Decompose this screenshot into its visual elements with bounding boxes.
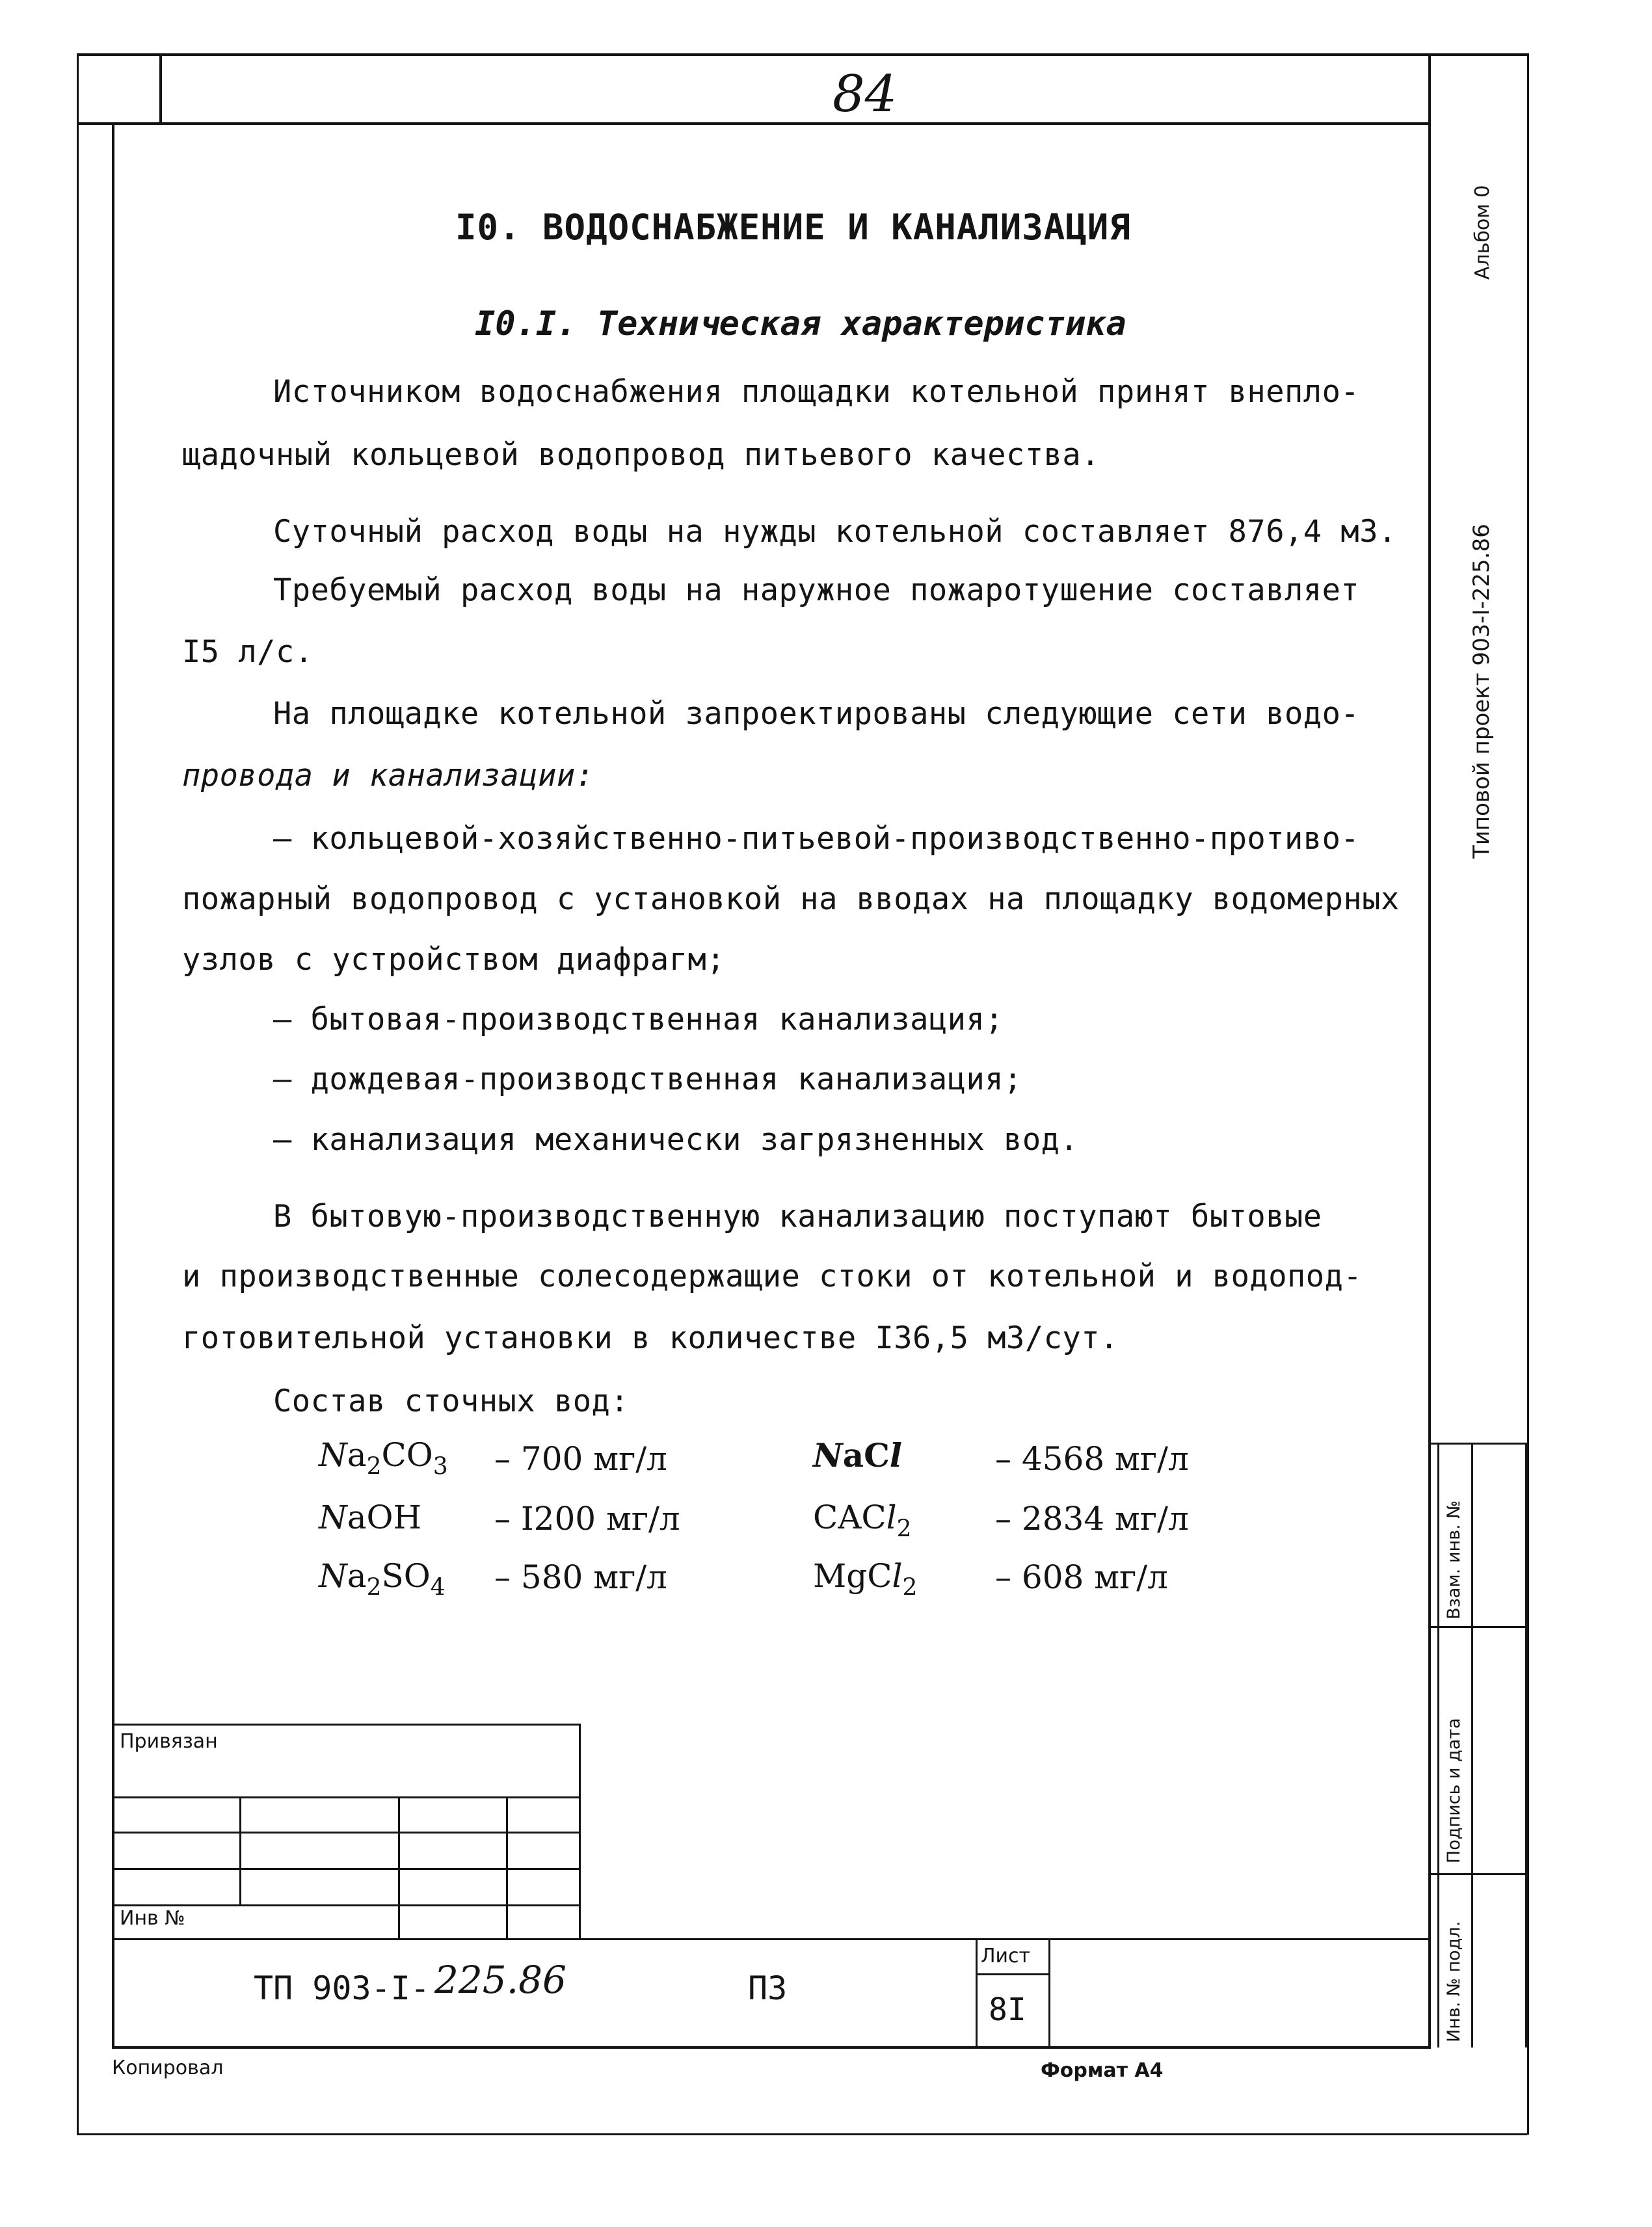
project-label: Типовой проект 903-I-225.86 (1469, 524, 1495, 859)
side-cells-right-line (1525, 1443, 1527, 2047)
composition-value: – 608 мг/л (995, 1558, 1168, 1596)
stamp-row-line (112, 1796, 581, 1798)
stamp-top-line (112, 1724, 581, 1726)
body-line: провода и канализации: (182, 758, 594, 793)
stamp-col-line (239, 1796, 241, 1904)
side-cells-left-line (1437, 1443, 1439, 2047)
body-line: – бытовая-производственная канализация; (273, 1002, 1004, 1037)
body-line: I5 л/с. (182, 634, 313, 670)
section-code: ПЗ (748, 1969, 788, 2007)
frame-bottom-line (112, 2046, 1431, 2049)
stamp-privyazan: Привязан (120, 1730, 218, 1753)
composition-value: – 700 мг/л (494, 1440, 667, 1478)
body-line: щадочный кольцевой водопровод питьевого качества. (182, 437, 1100, 473)
side-cells-mid-line (1471, 1443, 1473, 2047)
composition-na2co3: $Na_2CO_3$ (319, 1436, 448, 1480)
composition-value: – 2834 мг/л (995, 1500, 1189, 1538)
composition-nacl: NaCl (813, 1436, 902, 1474)
stamp-row-line (112, 1832, 581, 1834)
side-cell-signature-date: Подпись и дата (1444, 1718, 1464, 1863)
frame-left-line (112, 122, 114, 2047)
frame-header-line (78, 122, 1431, 125)
side-cell-inv-podl: Инв. № подл. (1444, 1921, 1464, 2042)
sheet-number: 8I (989, 1992, 1026, 2028)
body-line: готовительной установки в количестве I36,5 м3/сут. (182, 1320, 1119, 1356)
sheet-bottom-edge (77, 2133, 1527, 2135)
body-line: В бытовую-производственную канализацию поступают бытовые (273, 1199, 1322, 1234)
composition-value: – 4568 мг/л (995, 1440, 1189, 1478)
body-line: На площадке котельной запроектированы следующие сети водо- (273, 696, 1360, 732)
sheet-right-edge (1527, 53, 1529, 2135)
doc-code-prefix: ТП 903-I- (254, 1969, 430, 2007)
body-line: узлов с устройством диафрагм; (182, 942, 726, 978)
sheet-box-divider (976, 1973, 1050, 1975)
album-label: Альбом 0 (1471, 185, 1494, 280)
body-line: пожарный водопровод с установкой на вводах на площадку водомерных (182, 881, 1400, 917)
title-block-top-line (112, 1938, 1431, 1940)
composition-mgcl2: MgCl$_2$ (813, 1557, 918, 1601)
frame-top-tab-divider (159, 53, 162, 125)
sheet-box-left (976, 1938, 978, 2047)
body-line: – канализация механически загрязненных вод. (273, 1122, 1079, 1158)
side-cells-divider-1 (1428, 1626, 1527, 1628)
footer-format: Формат А4 (1041, 2059, 1164, 2082)
subsection-title: I0.I. Техническая характеристика (475, 304, 1126, 343)
stamp-row-line (112, 1904, 581, 1906)
sheet-top-right-edge (1428, 53, 1527, 56)
composition-value: – 580 мг/л (494, 1558, 667, 1596)
body-line: Состав сточных вод: (273, 1383, 630, 1419)
side-cell-vzam-inv: Взам. инв. № (1444, 1500, 1464, 1620)
stamp-col-line (398, 1796, 400, 1940)
side-cells-top-line (1428, 1443, 1527, 1445)
page-number: 84 (833, 65, 898, 124)
body-line: Суточный расход воды на нужды котельной составляет 876,4 м3. (273, 514, 1397, 550)
section-title: I0. ВОДОСНАБЖЕНИЕ И КАНАЛИЗАЦИЯ (455, 207, 1131, 248)
composition-value: – I200 мг/л (494, 1500, 680, 1538)
footer-copied: Копировал (112, 2057, 224, 2079)
sheet-left-edge (77, 53, 79, 2135)
side-cells-divider-2 (1428, 1873, 1527, 1875)
body-line: Источником водоснабжения площадки котельной принят внепло- (273, 374, 1360, 410)
composition-cacl2: CACl$_2$ (813, 1499, 912, 1543)
composition-na2so4: $Na_2SO_4$ (319, 1557, 446, 1601)
doc-code-handwritten: 225.86 (434, 1958, 566, 2002)
composition-naoh: NaOH (319, 1499, 422, 1536)
body-line: – дождевая-производственная канализация; (273, 1061, 1022, 1097)
body-line: – кольцевой-хозяйственно-питьевой-производственно-противо- (273, 821, 1360, 857)
stamp-row-line (112, 1868, 581, 1870)
sheet-box-right (1048, 1938, 1050, 2047)
frame-right-line (1428, 53, 1431, 2047)
body-line: Требуемый расход воды на наружное пожаротушение составляет (273, 572, 1360, 608)
stamp-inv-label: Инв № (120, 1907, 185, 1930)
body-line: и производственные солесодержащие стоки от котельной и водопод- (182, 1259, 1363, 1294)
frame-top-line (78, 53, 1431, 56)
sheet-label: Лист (981, 1945, 1031, 1967)
stamp-col-line (506, 1796, 508, 1940)
